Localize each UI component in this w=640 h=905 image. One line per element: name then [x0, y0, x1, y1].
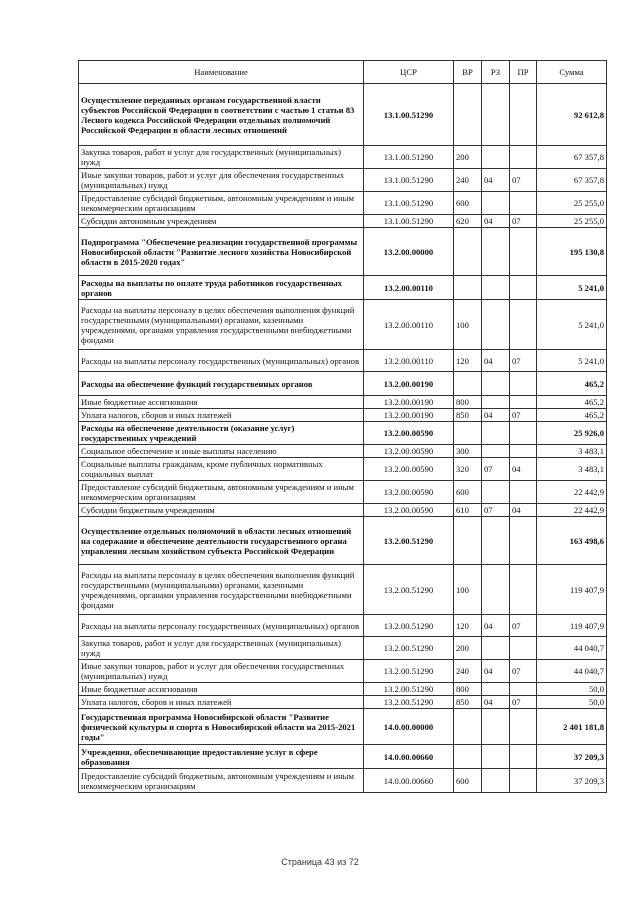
row-rz [482, 445, 510, 458]
row-sum: 22 442,9 [537, 504, 607, 517]
row-pr [510, 228, 537, 276]
row-code: 13.2.00.00110 [364, 300, 454, 350]
row-name: Субсидии бюджетным учреждениям [79, 504, 364, 517]
row-vr: 300 [454, 445, 482, 458]
row-code: 13.2.00.00190 [364, 372, 454, 396]
row-code: 13.2.00.00590 [364, 422, 454, 445]
table-row [79, 192, 607, 215]
row-sum: 25 926,0 [537, 422, 607, 445]
row-vr: 600 [454, 192, 482, 215]
row-name: Государственная программа Новосибирской области "Развитие физической культуры и спорта в Новосибирской области на 2015-2021 годы" [79, 709, 364, 745]
row-pr: 07 [510, 409, 537, 422]
row-sum: 67 357,8 [537, 169, 607, 192]
row-rz [482, 84, 510, 146]
row-vr [454, 422, 482, 445]
row-vr: 200 [454, 146, 482, 169]
table-row [79, 300, 607, 350]
table-row [79, 615, 607, 637]
row-pr [510, 709, 537, 745]
row-vr: 600 [454, 481, 482, 504]
row-rz: 04 [482, 350, 510, 372]
row-vr [454, 276, 482, 300]
row-name: Расходы на выплаты персоналу государственных (муниципальных) органов [79, 615, 364, 637]
row-vr: 120 [454, 350, 482, 372]
row-name: Закупка товаров, работ и услуг для государственных (муниципальных) нужд [79, 146, 364, 169]
row-name: Субсидии автономным учреждениям [79, 215, 364, 228]
row-pr: 07 [510, 615, 537, 637]
table-row [79, 660, 607, 683]
table-row [79, 565, 607, 615]
row-name: Иные бюджетные ассигнования [79, 683, 364, 696]
row-vr: 240 [454, 169, 482, 192]
row-rz [482, 683, 510, 696]
row-pr [510, 146, 537, 169]
row-rz: 07 [482, 504, 510, 517]
row-rz [482, 228, 510, 276]
row-name: Уплата налогов, сборов и иных платежей [79, 409, 364, 422]
row-pr: 04 [510, 504, 537, 517]
row-pr: 07 [510, 169, 537, 192]
table-row [79, 350, 607, 372]
row-vr: 850 [454, 409, 482, 422]
row-code: 13.2.00.51290 [364, 517, 454, 565]
row-rz: 07 [482, 458, 510, 481]
row-sum: 163 498,6 [537, 517, 607, 565]
row-code: 13.2.00.51290 [364, 637, 454, 660]
row-rz [482, 422, 510, 445]
row-pr [510, 683, 537, 696]
row-name: Расходы на обеспечение функций государственных органов [79, 372, 364, 396]
row-vr [454, 84, 482, 146]
row-sum: 3 483,1 [537, 445, 607, 458]
table-body [79, 84, 607, 793]
row-sum: 5 241,0 [537, 276, 607, 300]
row-code: 13.1.00.51290 [364, 169, 454, 192]
row-pr: 04 [510, 458, 537, 481]
row-rz [482, 300, 510, 350]
table-row [79, 169, 607, 192]
row-code: 13.2.00.00000 [364, 228, 454, 276]
row-code: 13.2.00.51290 [364, 565, 454, 615]
row-pr: 07 [510, 696, 537, 709]
row-rz [482, 565, 510, 615]
row-sum: 3 483,1 [537, 458, 607, 481]
row-rz [482, 146, 510, 169]
row-name: Иные закупки товаров, работ и услуг для обеспечения государственных (муниципальных) нужд [79, 169, 364, 192]
header-rz: РЗ [482, 61, 510, 84]
row-pr [510, 396, 537, 409]
row-rz [482, 517, 510, 565]
header-code: ЦСР [364, 61, 454, 84]
row-name: Осуществление отдельных полномочий в области лесных отношений на содержание и обеспечение деятельности государственного органа управления лесным хозяйством субъекта Российской Федерации [79, 517, 364, 565]
row-vr [454, 517, 482, 565]
table-row [79, 481, 607, 504]
row-sum: 465,2 [537, 396, 607, 409]
row-rz [482, 637, 510, 660]
row-pr [510, 84, 537, 146]
table-row [79, 84, 607, 146]
row-pr: 07 [510, 350, 537, 372]
row-vr: 620 [454, 215, 482, 228]
row-vr: 100 [454, 300, 482, 350]
row-code: 13.1.00.51290 [364, 192, 454, 215]
row-rz [482, 769, 510, 793]
row-pr [510, 192, 537, 215]
row-code: 13.2.00.51290 [364, 660, 454, 683]
page-number: Страница 43 из 72 [281, 857, 359, 867]
row-sum: 195 130,8 [537, 228, 607, 276]
table-row [79, 422, 607, 445]
row-vr: 610 [454, 504, 482, 517]
row-name: Иные закупки товаров, работ и услуг для обеспечения государственных (муниципальных) нужд [79, 660, 364, 683]
row-sum: 25 255,0 [537, 192, 607, 215]
row-sum: 2 401 181,8 [537, 709, 607, 745]
row-rz [482, 396, 510, 409]
header-pr: ПР [510, 61, 537, 84]
table-row [79, 445, 607, 458]
row-rz [482, 745, 510, 769]
row-code: 13.2.00.00110 [364, 350, 454, 372]
row-vr: 120 [454, 615, 482, 637]
row-name: Предоставление субсидий бюджетным, автономным учреждениям и иным некоммерческим организациям [79, 481, 364, 504]
row-rz: 04 [482, 696, 510, 709]
row-code: 13.1.00.51290 [364, 146, 454, 169]
row-vr [454, 228, 482, 276]
row-vr: 850 [454, 696, 482, 709]
row-name: Расходы на выплаты по оплате труда работников государственных органов [79, 276, 364, 300]
row-code: 13.2.00.00110 [364, 276, 454, 300]
row-name: Предоставление субсидий бюджетным, автономным учреждениям и иным некоммерческим организациям [79, 769, 364, 793]
table-row [79, 276, 607, 300]
row-sum: 465,2 [537, 409, 607, 422]
table-row [79, 458, 607, 481]
row-code: 13.2.00.00190 [364, 409, 454, 422]
row-code: 13.2.00.00590 [364, 504, 454, 517]
table-row [79, 637, 607, 660]
table-row [79, 745, 607, 769]
table-row [79, 228, 607, 276]
table-row [79, 683, 607, 696]
row-sum: 92 612,8 [537, 84, 607, 146]
row-vr: 240 [454, 660, 482, 683]
row-name: Предоставление субсидий бюджетным, автономным учреждениям и иным некоммерческим организациям [79, 192, 364, 215]
table-row [79, 504, 607, 517]
row-name: Иные бюджетные ассигнования [79, 396, 364, 409]
row-code: 14.0.00.00660 [364, 745, 454, 769]
row-rz: 04 [482, 169, 510, 192]
table-row [79, 372, 607, 396]
row-code: 13.2.00.00590 [364, 458, 454, 481]
row-name: Закупка товаров, работ и услуг для государственных (муниципальных) нужд [79, 637, 364, 660]
header-vr: ВР [454, 61, 482, 84]
row-sum: 50,0 [537, 683, 607, 696]
row-sum: 22 442,9 [537, 481, 607, 504]
row-sum: 44 040,7 [537, 660, 607, 683]
table-row [79, 709, 607, 745]
table-row [79, 215, 607, 228]
row-rz: 04 [482, 215, 510, 228]
row-name: Социальные выплаты гражданам, кроме публичных нормативных социальных выплат [79, 458, 364, 481]
row-sum: 465,2 [537, 372, 607, 396]
row-sum: 25 255,0 [537, 215, 607, 228]
row-rz [482, 372, 510, 396]
row-pr [510, 372, 537, 396]
row-vr: 320 [454, 458, 482, 481]
header-sum: Сумма [537, 61, 607, 84]
row-pr [510, 517, 537, 565]
row-rz [482, 192, 510, 215]
row-pr [510, 445, 537, 458]
row-code: 13.2.00.00590 [364, 445, 454, 458]
row-sum: 67 357,8 [537, 146, 607, 169]
row-name: Социальное обеспечение и иные выплаты населению [79, 445, 364, 458]
header-name: Наименование [79, 61, 364, 84]
row-pr [510, 422, 537, 445]
row-sum: 44 040,7 [537, 637, 607, 660]
row-pr [510, 769, 537, 793]
row-pr [510, 481, 537, 504]
row-rz: 04 [482, 615, 510, 637]
row-code: 13.2.00.51290 [364, 696, 454, 709]
row-sum: 5 241,0 [537, 350, 607, 372]
row-sum: 37 209,3 [537, 769, 607, 793]
row-code: 13.2.00.00590 [364, 481, 454, 504]
row-vr: 800 [454, 396, 482, 409]
row-name: Учреждения, обеспечивающие предоставление услуг в сфере образования [79, 745, 364, 769]
row-name: Расходы на обеспечение деятельности (оказание услуг) государственных учреждений [79, 422, 364, 445]
row-code: 14.0.00.00660 [364, 769, 454, 793]
table-row [79, 769, 607, 793]
row-sum: 119 407,9 [537, 565, 607, 615]
row-vr: 200 [454, 637, 482, 660]
row-pr [510, 637, 537, 660]
row-pr: 07 [510, 215, 537, 228]
row-vr [454, 745, 482, 769]
row-vr: 600 [454, 769, 482, 793]
row-vr: 800 [454, 683, 482, 696]
row-vr [454, 372, 482, 396]
row-sum: 37 209,3 [537, 745, 607, 769]
row-name: Подпрограмма "Обеспечение реализации государственной программы Новосибирской области "Развитие лесного хозяйства Новосибирской области в 2015-2020 годах" [79, 228, 364, 276]
row-name: Расходы на выплаты персоналу в целях обеспечения выполнения функций государственными (муниципальными) органами, казенными учреждениями, органами управления государственными внебюджетными фондами [79, 565, 364, 615]
row-sum: 119 407,9 [537, 615, 607, 637]
table-row [79, 409, 607, 422]
row-code: 13.2.00.00190 [364, 396, 454, 409]
row-name: Расходы на выплаты персоналу государственных (муниципальных) органов [79, 350, 364, 372]
table-row [79, 696, 607, 709]
row-code: 13.2.00.51290 [364, 683, 454, 696]
row-name: Осуществление переданных органам государственной власти субъектов Российской Федерации в соответствии с частью 1 статьи 83 Лесного кодекса Российской Федерации отдельных полномочий Российской Федерации в области лесных отношений [79, 84, 364, 146]
row-rz: 04 [482, 409, 510, 422]
row-name: Расходы на выплаты персоналу в целях обеспечения выполнения функций государственными (муниципальными) органами, казенными учреждениями, органами управления государственными внебюджетными фондами [79, 300, 364, 350]
row-rz: 04 [482, 660, 510, 683]
table-header-row [79, 61, 607, 84]
table-row [79, 146, 607, 169]
row-sum: 50,0 [537, 696, 607, 709]
row-code: 14.0.00.00000 [364, 709, 454, 745]
row-rz [482, 481, 510, 504]
row-code: 13.1.00.51290 [364, 84, 454, 146]
row-pr [510, 745, 537, 769]
row-rz [482, 276, 510, 300]
row-rz [482, 709, 510, 745]
row-vr [454, 709, 482, 745]
row-pr [510, 565, 537, 615]
row-name: Уплата налогов, сборов и иных платежей [79, 696, 364, 709]
row-sum: 5 241,0 [537, 300, 607, 350]
row-code: 13.2.00.51290 [364, 615, 454, 637]
table-row [79, 396, 607, 409]
table-row [79, 517, 607, 565]
row-code: 13.1.00.51290 [364, 215, 454, 228]
budget-table [78, 60, 607, 793]
row-pr [510, 300, 537, 350]
row-vr: 100 [454, 565, 482, 615]
row-pr [510, 276, 537, 300]
row-pr: 07 [510, 660, 537, 683]
